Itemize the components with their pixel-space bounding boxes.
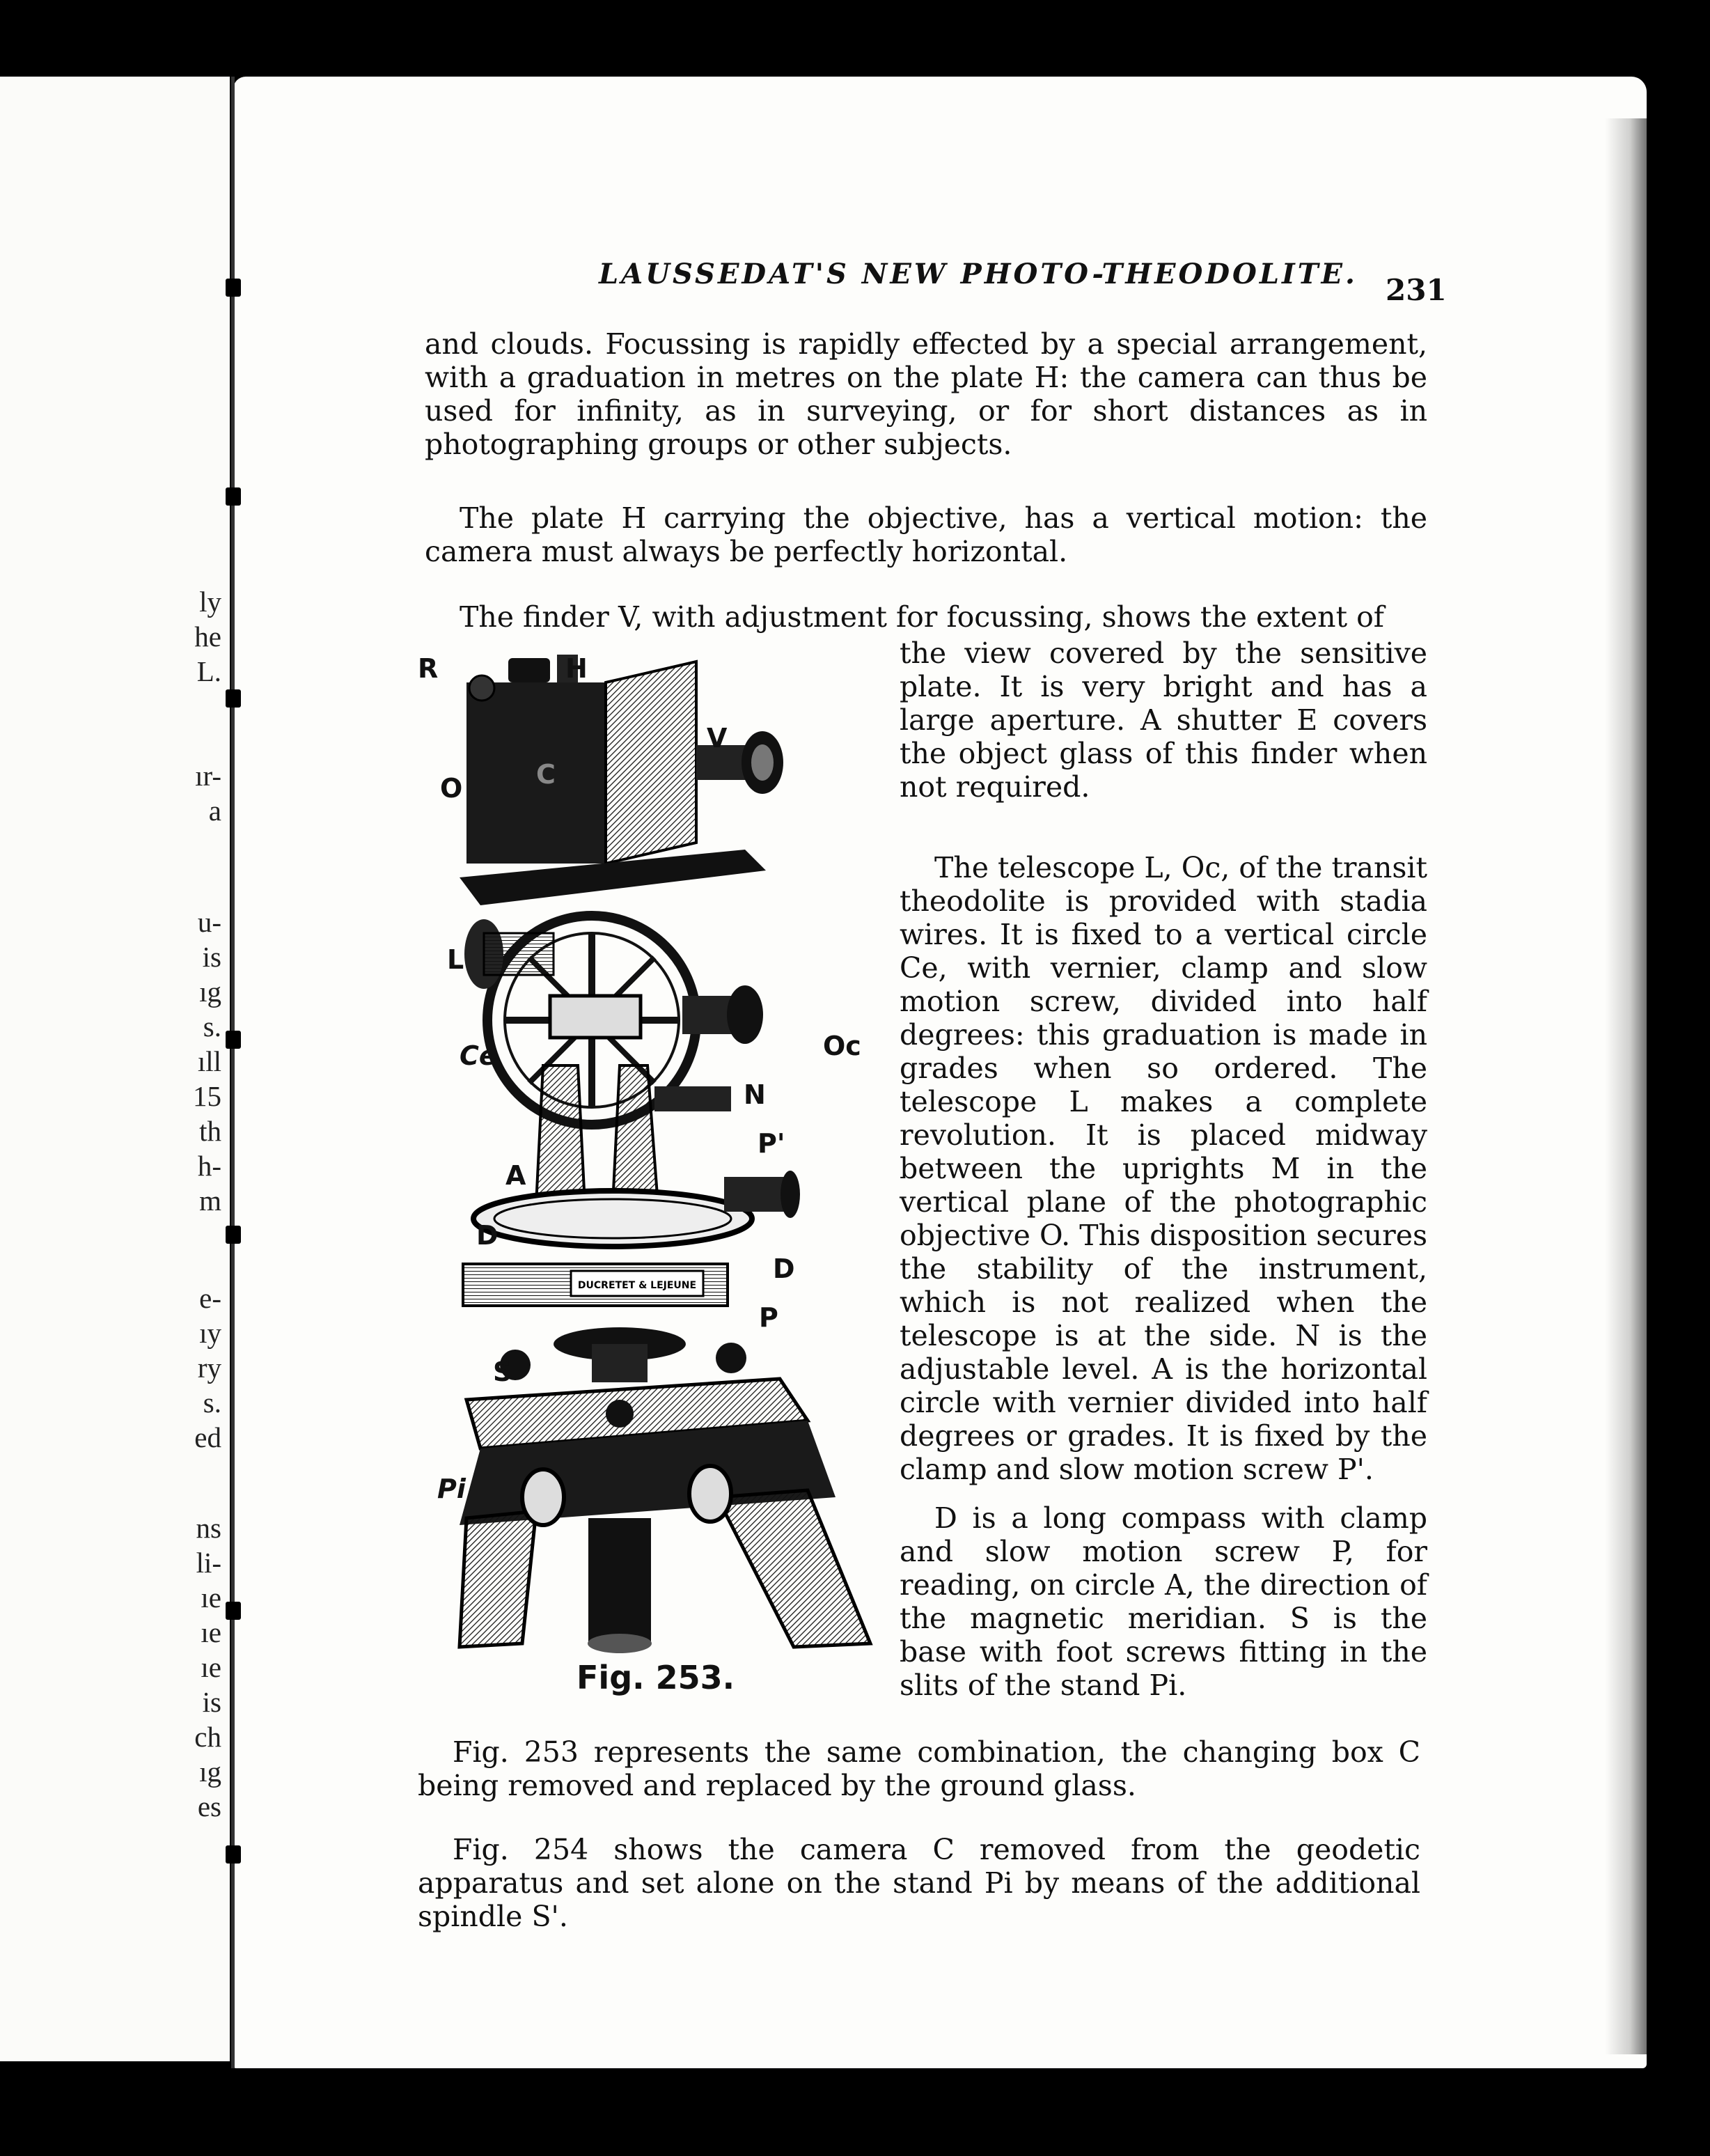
book-binding	[221, 77, 245, 2068]
page-edge-shadow	[1605, 118, 1647, 2054]
fragment-line: is	[202, 1686, 221, 1718]
label-R: R	[418, 653, 439, 684]
label-H: H	[565, 653, 588, 684]
paragraph-finder: the view covered by the sensitive plate. It is very bright and has a large aperture. A shutter E covers the object glass of this finder when not required.	[900, 636, 1427, 804]
label-C: C	[536, 759, 556, 790]
paragraph-focussing: and clouds. Focussing is rapidly effected by a special arrangement, with a graduation in metres on the plate H: the camera can thus be used for infinity, as in surveying, or for short distances as in photographing groups or other subjects.	[425, 327, 1427, 461]
running-title: LAUSSEDAT'S NEW PHOTO-THEODOLITE.	[599, 258, 1358, 290]
fragment-line: ed	[194, 1421, 221, 1453]
fragment-line: ıe	[201, 1581, 221, 1614]
paragraph-fig254: Fig. 254 shows the camera C removed from the geodetic apparatus and set alone on the stand Pi by means of the additional spindle S'.	[418, 1833, 1420, 1933]
compass-maker-text: DUCRETET & LEJEUNE	[577, 1280, 697, 1291]
label-D-right: D	[773, 1253, 795, 1284]
label-Oc: Oc	[823, 1031, 861, 1061]
page-edge-mark	[1652, 1407, 1667, 1435]
camera-box	[466, 655, 696, 864]
fragment-line: ıe	[201, 1651, 221, 1683]
photo-theodolite-figure	[418, 641, 891, 1664]
page-edge-mark	[1652, 864, 1667, 891]
fragment-line: he	[194, 620, 221, 653]
fragment-line: ry	[197, 1352, 221, 1384]
fragment-line: s.	[203, 1386, 221, 1419]
fragment-line: ıe	[201, 1616, 221, 1648]
paragraph-compass: D is a long compass with clamp and slow motion screw P, for reading, on circle A, the direction of the magnetic meridian. S is the base with foot screws fitting in the slits of the stand Pi.	[900, 1501, 1427, 1702]
paragraph-plate-h: The plate H carrying the objective, has a vertical motion: the camera must always be perfectly horizontal.	[425, 501, 1427, 568]
fragment-line: h-	[197, 1150, 221, 1182]
fragment-line: ıg	[199, 976, 221, 1008]
label-O: O	[440, 773, 463, 804]
fragment-line: es	[197, 1790, 221, 1822]
fragment-line: th	[199, 1115, 221, 1147]
fragment-line: a	[208, 795, 221, 827]
fragment-line: L.	[196, 655, 221, 687]
label-P: P	[759, 1302, 778, 1333]
paragraph-telescope: The telescope L, Oc, of the transit theodolite is provided with stadia wires. It is fixed to a vertical circle Ce, with vernier, clamp and slow motion screw, divided into half degrees: this graduation is made in grades when so ordered. The telescope L makes a complete revolution. It is placed midway between the uprights M in the vertical plane of the photographic objective O. This disposition secures the stability of the instrument, which is not realized when the telescope is at the side. N is the adjustable level. A is the horizontal circle with vernier divided into half degrees or grades. It is fixed by the clamp and slow motion screw P'.	[900, 851, 1427, 1486]
fragment-line: ly	[199, 586, 221, 618]
label-N: N	[744, 1079, 766, 1110]
fragment-line: u-	[197, 906, 221, 938]
label-A: A	[505, 1160, 526, 1191]
fragment-line: ıll	[197, 1045, 221, 1077]
fragment-line: li-	[196, 1547, 221, 1579]
paragraph-fig253: Fig. 253 represents the same combination, the changing box C being removed and replaced by the ground glass.	[418, 1735, 1420, 1802]
page-edge-mark	[1652, 279, 1667, 306]
fragment-line: ns	[196, 1512, 221, 1544]
label-D-left: D	[476, 1220, 499, 1251]
label-P-prime: P'	[758, 1128, 785, 1159]
figure-caption: Fig. 253.	[576, 1659, 735, 1696]
page-number: 231	[1386, 273, 1447, 307]
label-V: V	[707, 723, 728, 753]
fragment-line: m	[199, 1185, 221, 1217]
paragraph-finder-intro: The finder V, with adjustment for focussing, shows the extent of	[460, 600, 1384, 634]
fragment-line: is	[202, 941, 221, 973]
fragment-line: ır-	[195, 760, 221, 792]
fragment-line: 15	[193, 1080, 221, 1112]
label-Pi: Pi	[437, 1474, 466, 1504]
label-Ce: Ce	[460, 1040, 497, 1071]
theodolite-engraving	[418, 641, 891, 1664]
fragment-line: ch	[194, 1721, 221, 1753]
label-L: L	[447, 944, 464, 975]
fragment-line: s.	[203, 1010, 221, 1042]
fragment-line: ıy	[199, 1317, 221, 1349]
fragment-line: e-	[199, 1282, 221, 1314]
fragment-line: ıg	[199, 1756, 221, 1788]
left-page-fragment	[0, 77, 230, 2061]
label-S: S	[493, 1357, 512, 1387]
